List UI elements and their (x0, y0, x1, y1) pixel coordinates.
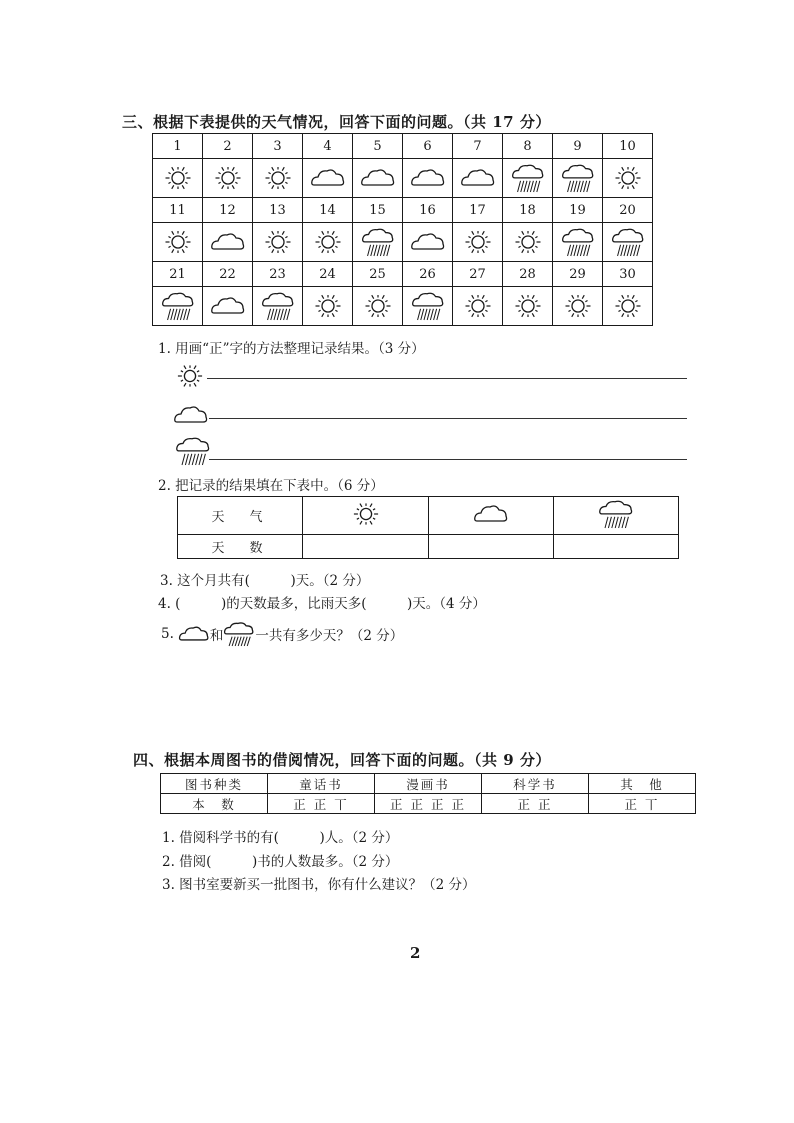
summary-sun-days[interactable] (303, 535, 429, 559)
calendar-weather-cell (353, 223, 403, 262)
book-header-cell: 科学书 (482, 774, 589, 794)
rain-icon (223, 621, 255, 647)
calendar-day-number: 13 (253, 198, 303, 223)
tally-line-cloud[interactable] (209, 418, 687, 419)
page-number: 2 (410, 944, 421, 962)
book-count-cell: 正 丅 (589, 794, 696, 814)
calendar-weather-cell (253, 223, 303, 262)
calendar-weather-cell (553, 223, 603, 262)
calendar-weather-cell (253, 287, 303, 326)
summary-days-label: 天 数 (178, 535, 303, 559)
sun-icon (349, 500, 383, 528)
calendar-weather-cell (403, 287, 453, 326)
weather-calendar (152, 133, 653, 326)
calendar-day-number: 3 (253, 134, 303, 159)
calendar-weather-cell (553, 287, 603, 326)
rain-icon (561, 227, 595, 257)
calendar-day-number: 10 (603, 134, 653, 159)
book-count-cell: 正 正 丅 (268, 794, 375, 814)
calendar-day-number: 9 (553, 134, 603, 159)
calendar-day-number: 11 (153, 198, 203, 223)
calendar-weather-cell (203, 223, 253, 262)
calendar-day-number: 8 (503, 134, 553, 159)
section3-q5 (161, 621, 403, 647)
calendar-weather-cell (253, 159, 303, 198)
section4-q3: 3. 图书室要新买一批图书，你有什么建议？（2 分） (162, 877, 476, 893)
section3-q2: 2. 把记录的结果填在下表中。（6 分） (158, 478, 384, 494)
calendar-day-number: 18 (503, 198, 553, 223)
sun-icon (163, 163, 193, 193)
calendar-day-number: 21 (153, 262, 203, 287)
book-header-cell: 其 他 (589, 774, 696, 794)
summary-cloud-days[interactable] (429, 535, 554, 559)
book-count-cell: 本 数 (161, 794, 268, 814)
calendar-weather-cell (353, 159, 403, 198)
calendar-day-number: 19 (553, 198, 603, 223)
calendar-weather-cell (203, 159, 253, 198)
calendar-weather-cell (503, 287, 553, 326)
calendar-weather-cell (403, 159, 453, 198)
summary-rain-days[interactable] (554, 535, 679, 559)
sun-icon (613, 291, 643, 321)
calendar-weather-cell (603, 287, 653, 326)
calendar-day-number: 20 (603, 198, 653, 223)
rain-icon (261, 291, 295, 321)
summary-rain-cell (554, 497, 679, 535)
calendar-day-number: 27 (453, 262, 503, 287)
sun-icon (563, 291, 593, 321)
cloud-icon (460, 165, 496, 191)
tally-line-sun[interactable] (207, 378, 687, 379)
q5-and: 和 (209, 628, 224, 644)
calendar-day-number: 24 (303, 262, 353, 287)
calendar-day-number: 12 (203, 198, 253, 223)
cloud-icon (178, 623, 210, 645)
sun-icon (463, 227, 493, 257)
rain-icon (161, 291, 195, 321)
calendar-day-number: 14 (303, 198, 353, 223)
book-header-cell: 图书种类 (161, 774, 268, 794)
weather-summary-table (177, 496, 679, 559)
book-header-cell: 漫画书 (375, 774, 482, 794)
calendar-weather-cell (303, 287, 353, 326)
calendar-weather-cell (453, 223, 503, 262)
calendar-weather-cell (553, 159, 603, 198)
cloud-icon (360, 165, 396, 191)
calendar-day-number: 22 (203, 262, 253, 287)
tally-line-rain[interactable] (209, 459, 687, 460)
calendar-day-number: 23 (253, 262, 303, 287)
summary-cloud-cell (429, 497, 554, 535)
section4-q1: 1. 借阅科学书的有( )人。（2 分） (162, 830, 399, 846)
section4-heading: 四、根据本周图书的借阅情况，回答下面的问题。（共 9 分） (133, 751, 551, 769)
tally-sun-icon (173, 362, 207, 394)
calendar-weather-cell (203, 287, 253, 326)
calendar-day-number: 26 (403, 262, 453, 287)
sun-icon (613, 163, 643, 193)
calendar-weather-cell (353, 287, 403, 326)
calendar-weather-cell (303, 159, 353, 198)
q5-number: 5. (161, 626, 174, 642)
sun-icon (463, 291, 493, 321)
sun-icon (263, 227, 293, 257)
sun-icon (263, 163, 293, 193)
calendar-day-number: 30 (603, 262, 653, 287)
rain-icon (598, 499, 634, 529)
tally-cloud-icon (173, 402, 209, 432)
calendar-day-number: 29 (553, 262, 603, 287)
calendar-weather-cell (303, 223, 353, 262)
sun-icon (313, 227, 343, 257)
rain-icon (511, 163, 545, 193)
tally-rain-icon (175, 436, 211, 470)
section3-heading: 三、根据下表提供的天气情况，回答下面的问题。（共 17 分） (122, 113, 551, 131)
sun-icon (513, 291, 543, 321)
sun-icon (363, 291, 393, 321)
calendar-weather-cell (153, 159, 203, 198)
calendar-weather-cell (453, 287, 503, 326)
rain-icon (561, 163, 595, 193)
calendar-weather-cell (503, 223, 553, 262)
calendar-day-number: 28 (503, 262, 553, 287)
book-header-cell: 童话书 (268, 774, 375, 794)
q5-text: 一共有多少天？（2 分） (255, 628, 404, 644)
book-count-cell: 正 正 (482, 794, 589, 814)
section3-q1: 1. 用画“正”字的方法整理记录结果。（3 分） (158, 341, 425, 357)
calendar-day-number: 16 (403, 198, 453, 223)
calendar-day-number: 2 (203, 134, 253, 159)
section3-q3: 3. 这个月共有( )天。（2 分） (160, 573, 370, 589)
calendar-weather-cell (153, 223, 203, 262)
calendar-day-number: 15 (353, 198, 403, 223)
calendar-day-number: 4 (303, 134, 353, 159)
cloud-icon (310, 165, 346, 191)
book-borrow-table (160, 773, 696, 814)
calendar-day-number: 6 (403, 134, 453, 159)
rain-icon (361, 227, 395, 257)
sun-icon (513, 227, 543, 257)
rain-icon (411, 291, 445, 321)
sun-icon (163, 227, 193, 257)
calendar-day-number: 7 (453, 134, 503, 159)
summary-sun-cell (303, 497, 429, 535)
cloud-icon (210, 229, 246, 255)
calendar-day-number: 1 (153, 134, 203, 159)
calendar-day-number: 25 (353, 262, 403, 287)
calendar-weather-cell (153, 287, 203, 326)
calendar-weather-cell (603, 223, 653, 262)
section3-q4: 4. ( )的天数最多，比雨天多( )天。（4 分） (158, 596, 486, 612)
sun-icon (313, 291, 343, 321)
calendar-weather-cell (453, 159, 503, 198)
summary-weather-label: 天 气 (178, 497, 303, 535)
calendar-weather-cell (503, 159, 553, 198)
book-count-cell: 正 正 正 正 (375, 794, 482, 814)
rain-icon (611, 227, 645, 257)
sun-icon (213, 163, 243, 193)
cloud-icon (410, 165, 446, 191)
calendar-day-number: 5 (353, 134, 403, 159)
calendar-weather-cell (403, 223, 453, 262)
calendar-weather-cell (603, 159, 653, 198)
cloud-icon (210, 293, 246, 319)
section4-q2: 2. 借阅( )书的人数最多。（2 分） (162, 854, 399, 870)
cloud-icon (473, 501, 509, 527)
cloud-icon (410, 229, 446, 255)
calendar-day-number: 17 (453, 198, 503, 223)
